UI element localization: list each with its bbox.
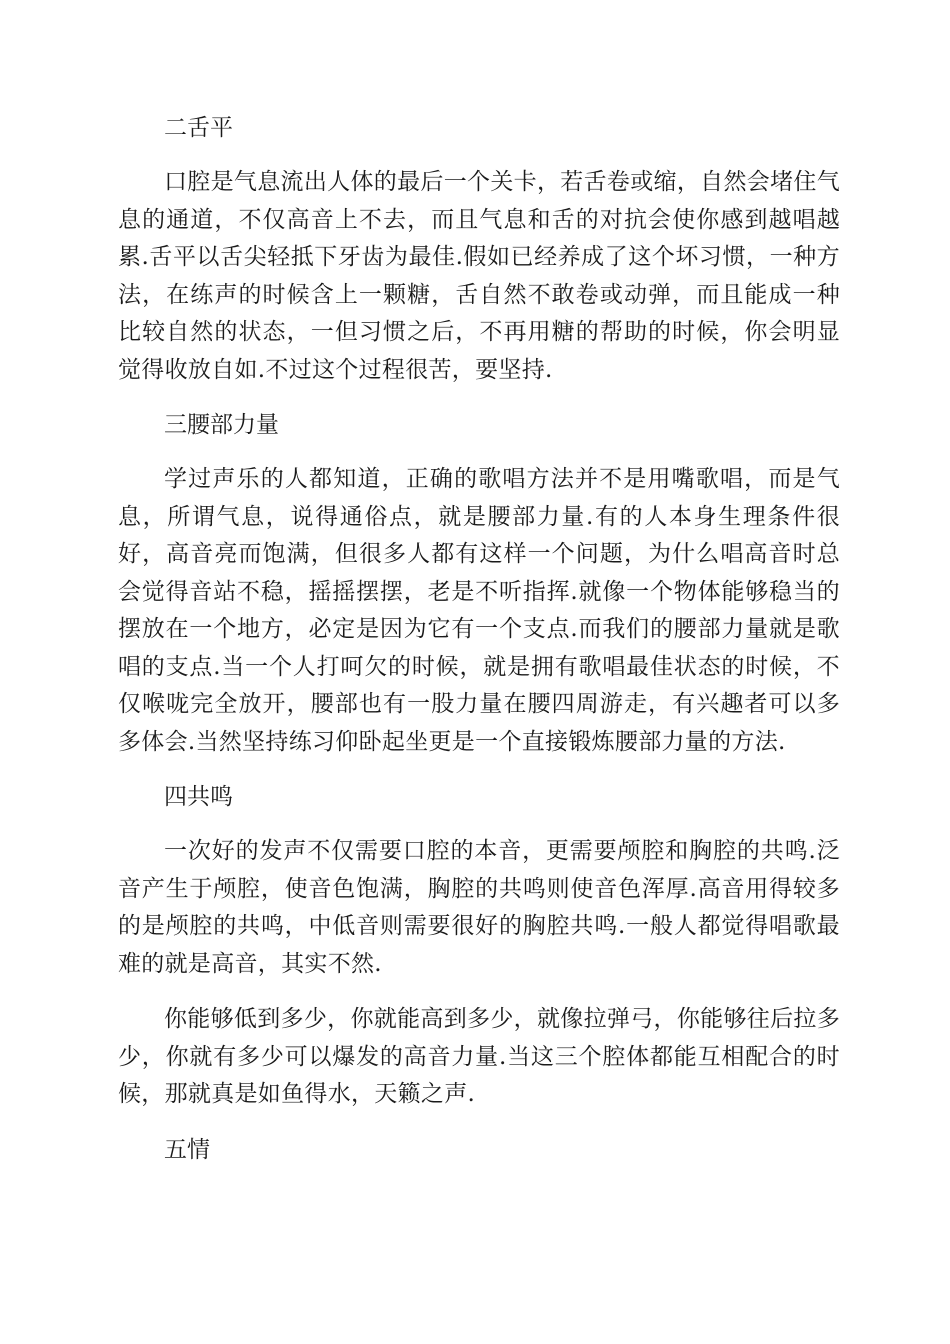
paragraph-waist: 学过声乐的人都知道，正确的歌唱方法并不是用嘴歌唱，而是气息，所谓气息，说得通俗点，就是腰部力量.有的人本身生理条件很好，高音亮而饱满，但很多人都有这样一个问题，为什么唱高音时总会觉得音站不稳，摇摇摆摆，老是不听指挥.就像一个物体能够稳当的摆放在一个地方，必定是因为它有一个支点.而我们的腰部力量就是歌唱的支点.当一个人打呵欠的时候，就是拥有歌唱最佳状态的时候，不仅喉咙完全放开，腰部也有一股力量在腰四周游走，有兴趣者可以多多体会.当然坚持练习仰卧起坐更是一个直接锻炼腰部力量的方法. bbox=[118, 466, 840, 755]
section-heading-tongue: 二舌平 bbox=[164, 115, 233, 141]
paragraph-resonance-2: 你能够低到多少，你就能高到多少，就像拉弹弓，你能够往后拉多少，你就有多少可以爆发的高音力量.当这三个腔体都能互相配合的时候，那就真是如鱼得水，天籁之声. bbox=[118, 1006, 840, 1107]
section-heading-resonance: 四共鸣 bbox=[164, 784, 233, 810]
section-heading-emotion: 五情 bbox=[164, 1136, 210, 1163]
document-page bbox=[118, 98, 840, 1186]
section-heading-waist: 三腰部力量 bbox=[164, 412, 279, 438]
paragraph-resonance-1: 一次好的发声不仅需要口腔的本音，更需要颅腔和胸腔的共鸣.泛音产生于颅腔，使音色饱满，胸腔的共鸣则使音色浑厚.高音用得较多的是颅腔的共鸣，中低音则需要很好的胸腔共鸣.一般人都觉得唱歌最难的就是高音，其实不然. bbox=[118, 838, 840, 977]
paragraph-tongue: 口腔是气息流出人体的最后一个关卡，若舌卷或缩，自然会堵住气息的通道，不仅高音上不去，而且气息和舌的对抗会使你感到越唱越累.舌平以舌尖轻抵下牙齿为最佳.假如已经养成了这个坏习惯，一种方法，在练声的时候含上一颗糖，舌自然不敢卷或动弹，而且能成一种比较自然的状态，一但习惯之后，不再用糖的帮助的时候，你会明显觉得收放自如.不过这个过程很苦，要坚持. bbox=[118, 169, 840, 383]
